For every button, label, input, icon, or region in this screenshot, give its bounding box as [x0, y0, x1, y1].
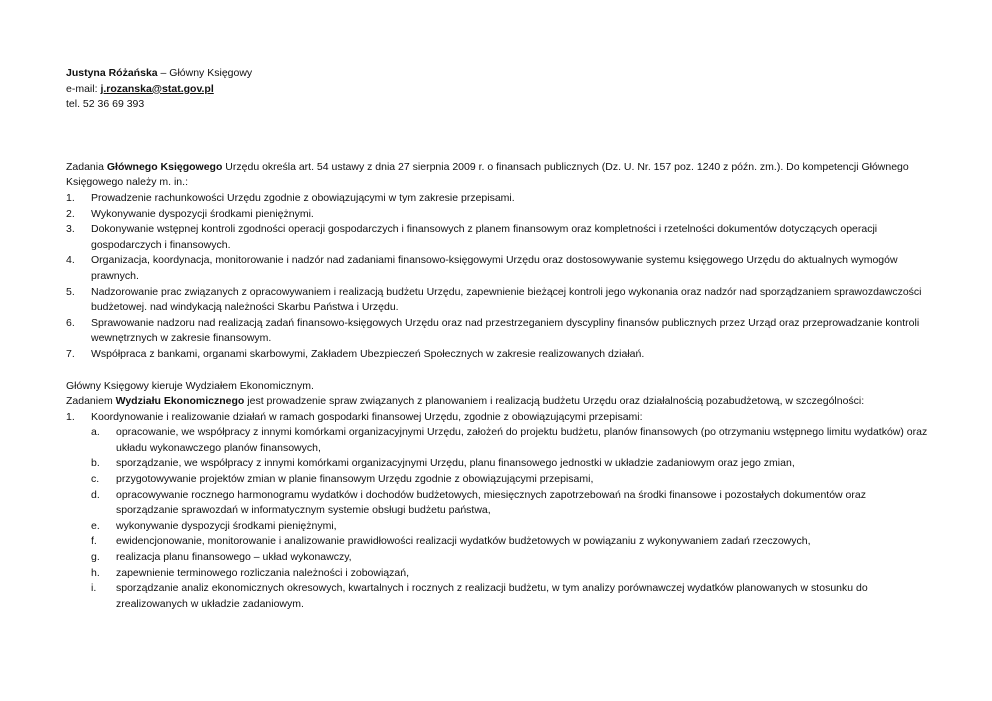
list-item: [66, 316, 928, 347]
section2-intro: [66, 394, 928, 410]
list-item: [66, 253, 928, 284]
list-item: [66, 410, 928, 426]
section1-intro: [66, 160, 928, 191]
sublist-item-text: sporządzanie, we współpracy z innymi komórkami organizacyjnymi Urzędu, planu finansowego jednostki w układzie zadaniowym oraz jego zmian,: [116, 457, 795, 470]
sublist-item-text: opracowywanie rocznego harmonogramu wydatków i dochodów budżetowych, miesięcznych zapotrzebowań na środki finansowe i pozostałych dokumentów oraz sporządzanie sprawozdań w informatycznym systemie obsługi budżetu państwa,: [116, 488, 866, 517]
section2-head-line: Główny Księgowy kieruje Wydziałem Ekonomicznym.: [66, 379, 314, 392]
contact-role: – Główny Księgowy: [157, 67, 253, 79]
sublist-item-letter: i.: [91, 582, 97, 595]
sublist-item-text: opracowanie, we współpracy z innymi komórkami organizacyjnymi Urzędu, założeń do projektu budżetu, planów finansowych (po otrzymaniu wstępnego limitu wydatków) oraz układu wykonawczego planów finansowych,: [116, 426, 928, 454]
list-item: [66, 347, 928, 363]
list-item-number: 1.: [66, 191, 75, 204]
sublist-item: [91, 488, 928, 519]
list-item-number: 1.: [66, 410, 75, 423]
list-item-text: Dokonywanie wstępnej kontroli zgodności operacji gospodarczych i finansowych z planem finansowym oraz kompletności i rzetelności dokumentów dotyczących operacji gospodarczych i finansowych.: [91, 223, 878, 251]
sublist-item-letter: c.: [91, 473, 100, 486]
list-item: [66, 207, 928, 223]
email-label: e-mail:: [66, 82, 101, 95]
document-content: [66, 66, 928, 612]
section1-list: [66, 191, 928, 363]
section2-intro-bold: Wydziału Ekonomicznego: [115, 395, 245, 408]
section1-intro-end: Urzędu określa art. 54 ustawy z dnia 27 sierpnia 2009 r. o finansach publicznych (Dz. U. Nr. 157 poz. 1240 z późn. zm.). Do kompetencji Głównego Księgowego należy m. in.:: [66, 160, 909, 189]
list-item: [66, 285, 928, 316]
sublist-item: [91, 581, 928, 612]
sublist-item-letter: b.: [91, 457, 100, 470]
sublist-item: [91, 425, 928, 456]
sublist-item-letter: f.: [91, 535, 97, 548]
sublist-item: [91, 534, 928, 550]
email-link[interactable]: j.rozanska@stat.gov.pl: [100, 82, 214, 95]
sublist-item: [91, 550, 928, 566]
contact-name: Justyna Różańska: [66, 67, 158, 79]
sublist-item-letter: e.: [91, 519, 100, 532]
sublist-item-text: realizacja planu finansowego – układ wykonawczy,: [116, 551, 352, 564]
sublist-item-text: zapewnienie terminowego rozliczania należności i zobowiązań,: [116, 566, 409, 579]
list-item-text: Współpraca z bankami, organami skarbowymi, Zakładem Ubezpieczeń Społecznych w zakresie realizowanych działań.: [91, 347, 645, 360]
list-item-number: 6.: [66, 316, 75, 329]
sublist-item-letter: h.: [91, 566, 100, 579]
list-item-text: Koordynowanie i realizowanie działań w ramach gospodarki finansowej Urzędu, zgodnie z obowiązującymi przepisami:: [91, 410, 643, 423]
list-item-number: 4.: [66, 254, 75, 267]
contact-name-line: [66, 66, 928, 82]
list-item: [66, 191, 928, 207]
section2-intro-start: Zadaniem: [66, 395, 116, 408]
list-item-text: Organizacja, koordynacja, monitorowanie i nadzór nad zadaniami finansowo-księgowymi Urzędu oraz dostosowywanie systemu księgowego Urzędu do aktualnych wymogów prawnych.: [91, 254, 898, 282]
sublist-item-text: sporządzanie analiz ekonomicznych okresowych, kwartalnych i rocznych z realizacji budżetu, w tym analizy porównawczej wydatków planowanych w stosunku do zrealizowanych w układzie zadaniowym.: [116, 582, 868, 610]
list-item-text: Sprawowanie nadzoru nad realizacją zadań finansowo-księgowych Urzędu oraz nad przestrzeganiem dyscypliny finansów publicznych przez Urząd oraz przeprowadzanie kontroli wewnętrznych w zakresie finansowym.: [91, 316, 920, 345]
sublist-item-text: przygotowywanie projektów zmian w planie finansowym Urzędu zgodnie z obowiązującymi przepisami,: [116, 473, 594, 486]
list-item-number: 3.: [66, 223, 75, 236]
list-item-text: Wykonywanie dyspozycji środkami pieniężnymi.: [91, 207, 314, 220]
sublist-item-letter: a.: [91, 426, 100, 439]
sublist-item: [91, 519, 928, 535]
section2-sublist: [66, 425, 928, 612]
sublist-item: [91, 472, 928, 488]
list-item-text: Nadzorowanie prac związanych z opracowywaniem i realizacją budżetu Urzędu, zapewnienie bieżącej kontroli jego wykonania oraz nadzór nad sporządzaniem sprawozdawczości budżetowej. nad windykacją należności Skarbu Państwa i Urzędu.: [91, 285, 922, 314]
sublist-item-letter: g.: [91, 551, 100, 564]
list-item-text: Prowadzenie rachunkowości Urzędu zgodnie z obowiązującymi w tym zakresie przepisami.: [91, 191, 515, 204]
section2-intro-end: jest prowadzenie spraw związanych z planowaniem i realizacją budżetu Urzędu oraz działalnością pozabudżetową, w szczególności:: [244, 395, 865, 408]
sublist-item: [91, 566, 928, 582]
sublist-item-letter: d.: [91, 488, 100, 501]
sublist-item-text: wykonywanie dyspozycji środkami pieniężnymi,: [116, 519, 337, 532]
sublist-item-text: ewidencjonowanie, monitorowanie i analizowanie prawidłowości realizacji wydatków budżetowych w powiązaniu z wykonywaniem zadań rzeczowych,: [116, 535, 811, 548]
list-item-number: 2.: [66, 207, 75, 220]
sublist-item: [91, 456, 928, 472]
contact-email-line: [66, 82, 928, 98]
list-item-number: 7.: [66, 347, 75, 360]
contact-phone: tel. 52 36 69 393: [66, 98, 145, 111]
section1-intro-start: Zadania: [66, 160, 107, 173]
list-item-number: 5.: [66, 285, 75, 298]
section1-intro-bold: Głównego Księgowego: [106, 160, 223, 173]
list-item: [66, 222, 928, 253]
